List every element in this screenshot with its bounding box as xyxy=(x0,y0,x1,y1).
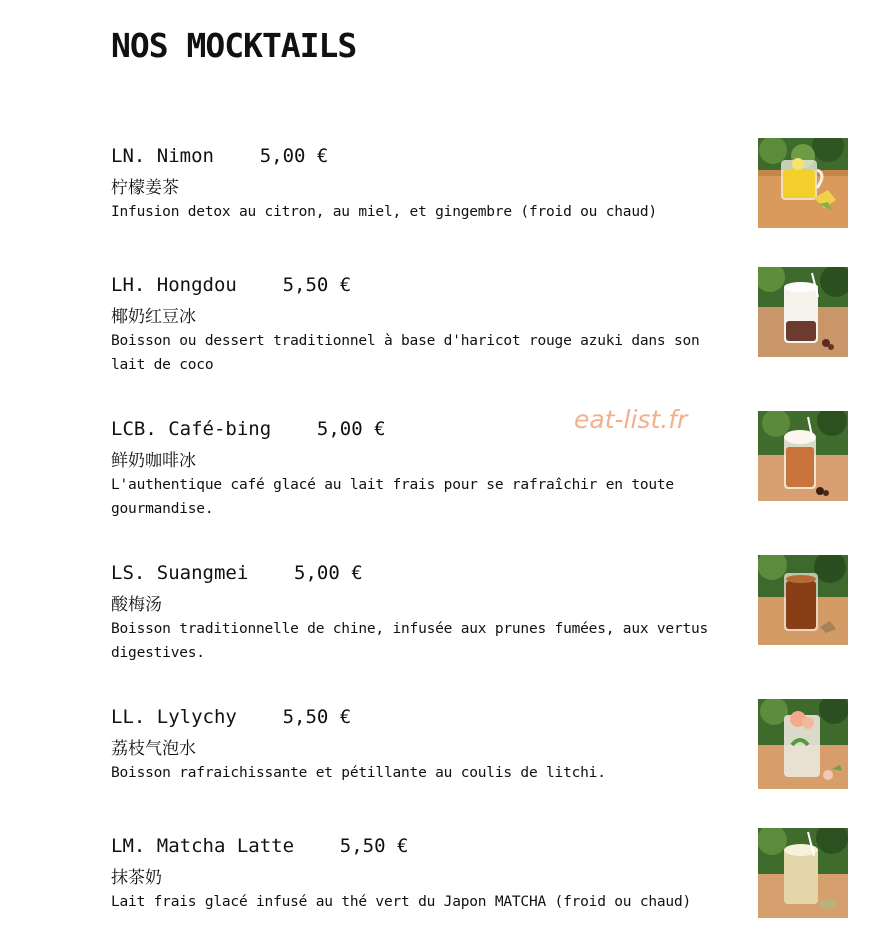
item-heading xyxy=(111,272,741,298)
item-code: LCB. Café-bing xyxy=(111,418,272,440)
drink-photo xyxy=(758,699,848,789)
item-chinese-name: 柠檬姜茶 xyxy=(111,178,179,198)
item-heading xyxy=(111,143,741,169)
item-code: LL. Lylychy xyxy=(111,706,237,728)
page-title: NOS MOCKTAILS xyxy=(111,26,357,65)
item-price: 5,00 € xyxy=(294,562,363,584)
lychee-sparkling-glass-icon xyxy=(758,699,848,789)
menu-item xyxy=(111,704,741,785)
hot-glass-tea-icon xyxy=(758,138,848,228)
item-code: LM. Matcha Latte xyxy=(111,835,295,857)
item-chinese-name: 鲜奶咖啡冰 xyxy=(111,451,196,471)
item-description: L'authentique café glacé au lait frais pour se rafraîchir en toute gourmandise. xyxy=(111,477,674,517)
drink-photo xyxy=(758,828,848,918)
red-bean-milk-glass-icon xyxy=(758,267,848,357)
item-price: 5,50 € xyxy=(282,274,352,296)
menu-item xyxy=(111,833,741,914)
menu-item xyxy=(111,143,741,224)
drink-photo xyxy=(758,267,848,357)
menu-item xyxy=(111,272,741,377)
item-description: Boisson traditionnelle de chine, infusée aux prunes fumées, aux vertus digestives. xyxy=(111,621,709,661)
item-chinese-name: 酸梅汤 xyxy=(111,595,162,615)
iced-coffee-glass-icon xyxy=(758,411,848,501)
item-description: Infusion detox au citron, au miel, et gingembre (froid ou chaud) xyxy=(111,204,657,220)
drink-photo xyxy=(758,138,848,228)
item-price: 5,00 € xyxy=(259,145,329,167)
drink-photo xyxy=(758,411,848,501)
item-code: LN. Nimon xyxy=(111,145,214,167)
item-heading xyxy=(111,833,741,859)
drink-photo xyxy=(758,555,848,645)
menu-item xyxy=(111,560,741,665)
item-chinese-name: 抹茶奶 xyxy=(111,868,162,888)
watermark: eat-list.fr xyxy=(574,405,688,434)
plum-tea-glass-icon xyxy=(758,555,848,645)
item-heading xyxy=(111,704,741,730)
item-price: 5,00 € xyxy=(316,418,386,440)
item-heading xyxy=(111,560,741,586)
matcha-latte-glass-icon xyxy=(758,828,848,918)
item-heading xyxy=(111,416,741,442)
item-price: 5,50 € xyxy=(282,706,352,728)
item-chinese-name: 荔枝气泡水 xyxy=(111,739,196,759)
item-code: LS. Suangmei xyxy=(111,562,249,584)
item-description: Boisson ou dessert traditionnel à base d'haricot rouge azuki dans son lait de coco xyxy=(111,333,700,373)
item-code: LH. Hongdou xyxy=(111,274,237,296)
item-chinese-name: 椰奶红豆冰 xyxy=(111,307,196,327)
item-description: Lait frais glacé infusé au thé vert du Japon MATCHA (froid ou chaud) xyxy=(111,894,692,910)
item-description: Boisson rafraichissante et pétillante au coulis de litchi. xyxy=(111,765,606,781)
menu-item xyxy=(111,416,741,521)
item-price: 5,50 € xyxy=(339,835,409,857)
